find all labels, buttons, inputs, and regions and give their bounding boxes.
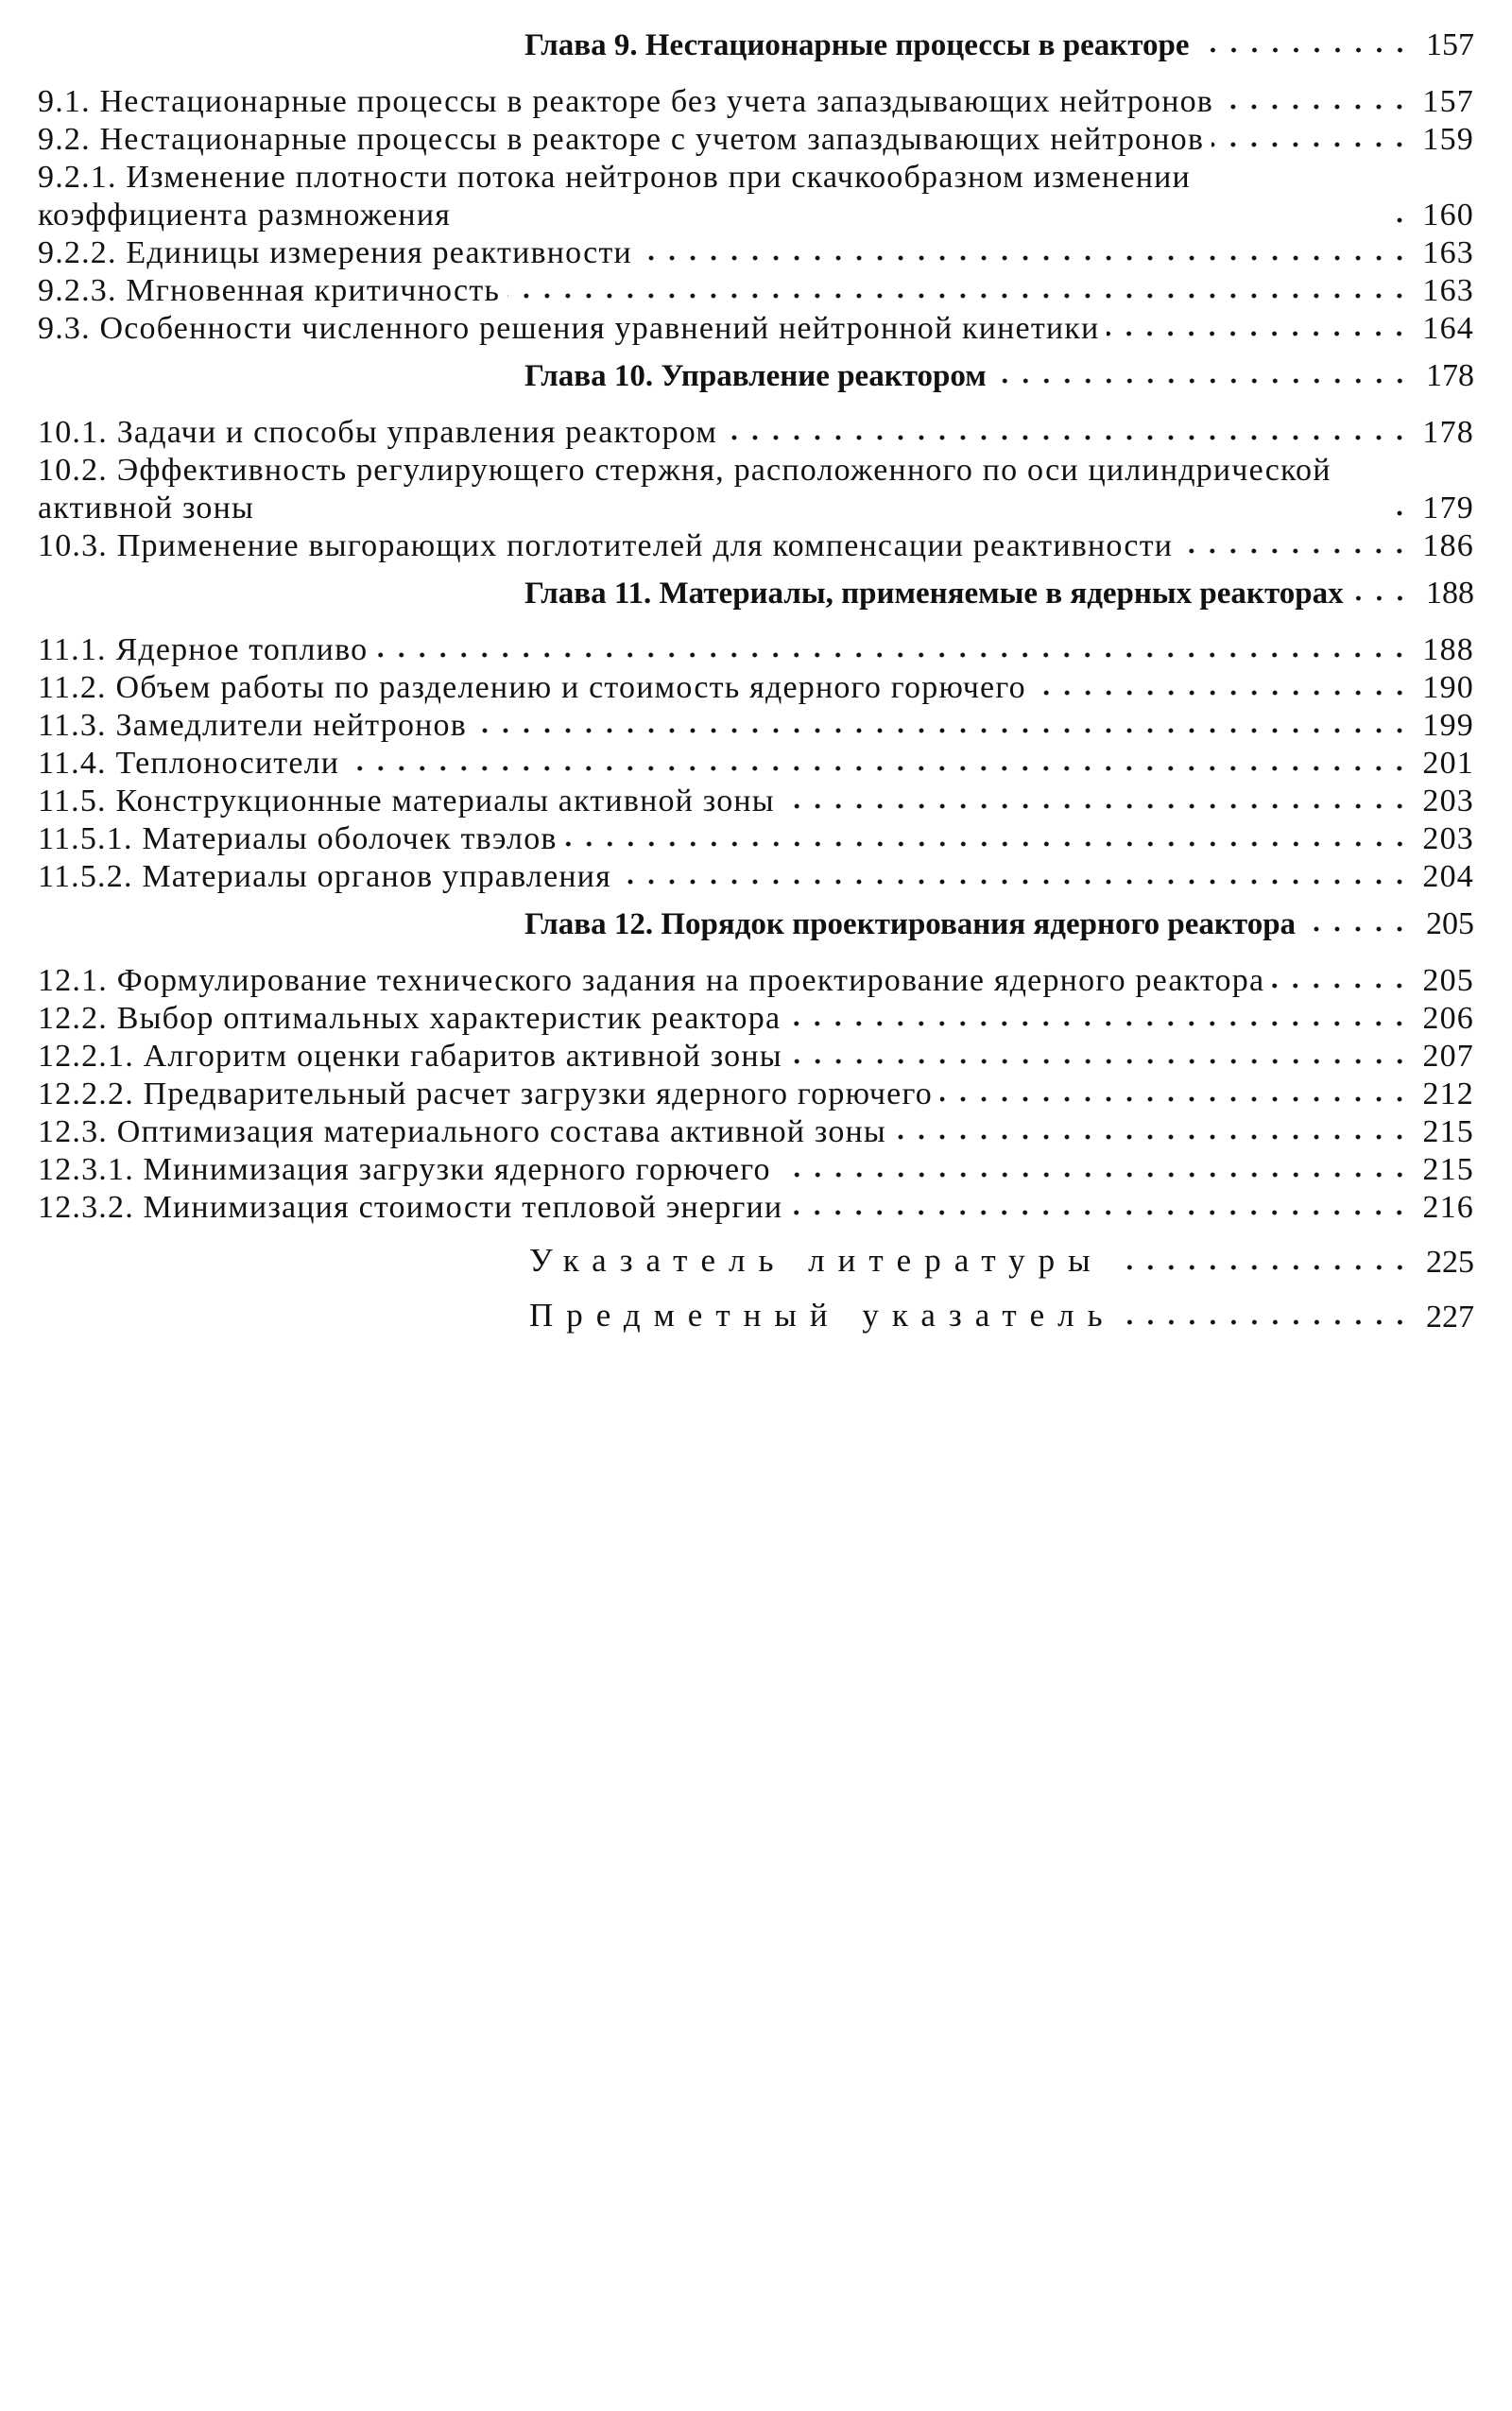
entry-title: 10.2. Эффективность регулирующего стержня, расположенного по оси цилиндрической активной зоны — [38, 453, 1332, 525]
toc-entry[interactable] — [38, 858, 1474, 896]
toc-entry[interactable] — [38, 234, 1474, 272]
dot-leader — [1197, 44, 1410, 56]
toc-entry[interactable] — [38, 745, 1474, 783]
entry-title: 9.1. Нестационарные процессы в реакторе без учета запаздывающих нейтронов — [38, 84, 1214, 119]
entry-page: 190 — [1422, 670, 1474, 705]
entry-page: 204 — [1422, 859, 1474, 894]
toc-entry[interactable] — [38, 452, 1474, 527]
dot-leader — [619, 876, 1410, 887]
dot-leader — [894, 1131, 1410, 1143]
entry-title: 11.1. Ядерное топливо — [38, 632, 369, 667]
entry-page: 212 — [1422, 1076, 1474, 1111]
entry-page: 157 — [1422, 84, 1474, 119]
dot-leader — [507, 290, 1410, 301]
chapter-page: 157 — [1426, 27, 1474, 62]
chapter-page: 188 — [1426, 576, 1474, 611]
toc-entry[interactable] — [38, 1038, 1474, 1076]
entry-title: 9.2.1. Изменение плотности потока нейтронов при скачкообразном изменении коэффициента размножения — [38, 160, 1191, 232]
toc-entry[interactable] — [38, 310, 1474, 348]
subject-index-page: 227 — [1426, 1300, 1474, 1335]
entry-page: 215 — [1422, 1152, 1474, 1187]
toc-references[interactable] — [38, 1240, 1474, 1282]
chapter-heading[interactable] — [38, 357, 1474, 395]
table-of-contents — [38, 26, 1474, 1336]
dot-leader — [1107, 328, 1410, 339]
dot-leader — [725, 432, 1410, 443]
entry-page: 206 — [1422, 1001, 1474, 1036]
entry-title: 11.5.1. Материалы оболочек твэлов — [38, 821, 558, 856]
toc-entry[interactable] — [38, 83, 1474, 121]
entry-title: 12.3. Оптимизация материального состава активной зоны — [38, 1114, 886, 1149]
entry-page: 203 — [1422, 821, 1474, 856]
dot-leader — [474, 725, 1410, 736]
dot-leader — [1391, 215, 1410, 226]
dot-leader — [1180, 545, 1410, 557]
dot-leader — [1351, 593, 1410, 604]
entry-title: 9.2.2. Единицы измерения реактивности — [38, 235, 632, 270]
toc-entry[interactable] — [38, 272, 1474, 310]
dot-leader — [790, 1207, 1410, 1218]
entry-page: 163 — [1422, 273, 1474, 308]
dot-leader — [1391, 508, 1410, 519]
entry-title: 12.2.1. Алгоритм оценки габаритов активной зоны — [38, 1039, 782, 1074]
entry-page: 215 — [1422, 1114, 1474, 1149]
dot-leader — [790, 1056, 1410, 1067]
toc-entry[interactable] — [38, 527, 1474, 565]
entry-page: 205 — [1422, 963, 1474, 998]
chapter-page: 178 — [1426, 358, 1474, 393]
chapter-heading[interactable] — [38, 905, 1474, 943]
entry-page: 179 — [1422, 491, 1474, 525]
dot-leader — [640, 252, 1410, 264]
toc-entry[interactable] — [38, 1000, 1474, 1038]
entry-page: 186 — [1422, 528, 1474, 563]
dot-leader — [565, 838, 1410, 850]
entry-title: 12.2. Выбор оптимальных характеристик реактора — [38, 1001, 782, 1036]
dot-leader — [1272, 980, 1410, 991]
entry-title: 11.5. Конструкционные материалы активной зоны — [38, 784, 775, 818]
toc-entry[interactable] — [38, 962, 1474, 1000]
entry-page: 164 — [1422, 311, 1474, 346]
entry-page: 201 — [1422, 746, 1474, 781]
dot-leader — [1034, 687, 1410, 698]
dot-leader — [1111, 1262, 1410, 1273]
entry-title: 9.3. Особенности численного решения уравнений нейтронной кинетики — [38, 311, 1100, 346]
toc-entry[interactable] — [38, 669, 1474, 707]
toc-entry[interactable] — [38, 1113, 1474, 1151]
dot-leader — [788, 1018, 1410, 1029]
toc-entry[interactable] — [38, 820, 1474, 858]
toc-entry[interactable] — [38, 631, 1474, 669]
toc-entry[interactable] — [38, 159, 1474, 234]
entry-page: 178 — [1422, 415, 1474, 450]
dot-leader — [375, 649, 1410, 661]
dot-leader — [782, 801, 1410, 812]
dot-leader — [347, 763, 1410, 774]
toc-entry[interactable] — [38, 783, 1474, 820]
chapter-title: Глава 10. Управление реактором — [524, 359, 987, 393]
entry-title: 11.3. Замедлители нейтронов — [38, 708, 467, 743]
dot-leader — [1221, 101, 1410, 112]
chapter-page: 205 — [1426, 906, 1474, 941]
dot-leader — [779, 1169, 1410, 1180]
entry-title: 10.3. Применение выгорающих поглотителей для компенсации реактивности — [38, 528, 1174, 563]
dot-leader — [1303, 923, 1410, 935]
references-title: Указатель литературы — [529, 1242, 1104, 1279]
entry-title: 12.1. Формулирование технического задания на проектирование ядерного реактора — [38, 963, 1265, 998]
subject-index-title: Предметный указатель — [529, 1297, 1116, 1334]
entry-page: 188 — [1422, 632, 1474, 667]
chapter-title: Глава 9. Нестационарные процессы в реакторе — [524, 28, 1190, 62]
dot-leader — [1124, 1317, 1410, 1328]
dot-leader — [940, 1094, 1410, 1105]
toc-subject-index[interactable] — [38, 1295, 1474, 1336]
entry-title: 11.5.2. Материалы органов управления — [38, 859, 611, 894]
entry-page: 216 — [1422, 1190, 1474, 1225]
chapter-title: Глава 12. Порядок проектирования ядерного реактора — [524, 907, 1297, 941]
entry-page: 159 — [1422, 122, 1474, 157]
entry-title: 12.3.1. Минимизация загрузки ядерного горючего — [38, 1152, 771, 1187]
entry-title: 11.4. Теплоносители — [38, 746, 340, 781]
entry-title: 11.2. Объем работы по разделению и стоимость ядерного горючего — [38, 670, 1026, 705]
chapter-title: Глава 11. Материалы, применяемые в ядерных реакторах — [524, 577, 1344, 611]
entry-page: 199 — [1422, 708, 1474, 743]
toc-entry[interactable] — [38, 707, 1474, 745]
toc-entry[interactable] — [38, 1076, 1474, 1113]
entry-page: 160 — [1422, 198, 1474, 232]
entry-page: 163 — [1422, 235, 1474, 270]
dot-leader — [994, 375, 1410, 387]
references-page: 225 — [1426, 1245, 1474, 1280]
toc-entry[interactable] — [38, 1189, 1474, 1227]
dot-leader — [1211, 139, 1410, 150]
toc-entry[interactable] — [38, 121, 1474, 159]
toc-entry[interactable] — [38, 414, 1474, 452]
entry-page: 207 — [1422, 1039, 1474, 1074]
chapter-heading[interactable] — [38, 26, 1474, 64]
toc-entry[interactable] — [38, 1151, 1474, 1189]
entry-page: 203 — [1422, 784, 1474, 818]
entry-title: 12.3.2. Минимизация стоимости тепловой энергии — [38, 1190, 783, 1225]
chapter-heading[interactable] — [38, 575, 1474, 612]
entry-title: 9.2.3. Мгновенная критичность — [38, 273, 501, 308]
entry-title: 12.2.2. Предварительный расчет загрузки ядерного горючего — [38, 1076, 933, 1111]
entry-title: 9.2. Нестационарные процессы в реакторе с учетом запаздывающих нейтронов — [38, 122, 1205, 157]
entry-title: 10.1. Задачи и способы управления реактором — [38, 415, 718, 450]
